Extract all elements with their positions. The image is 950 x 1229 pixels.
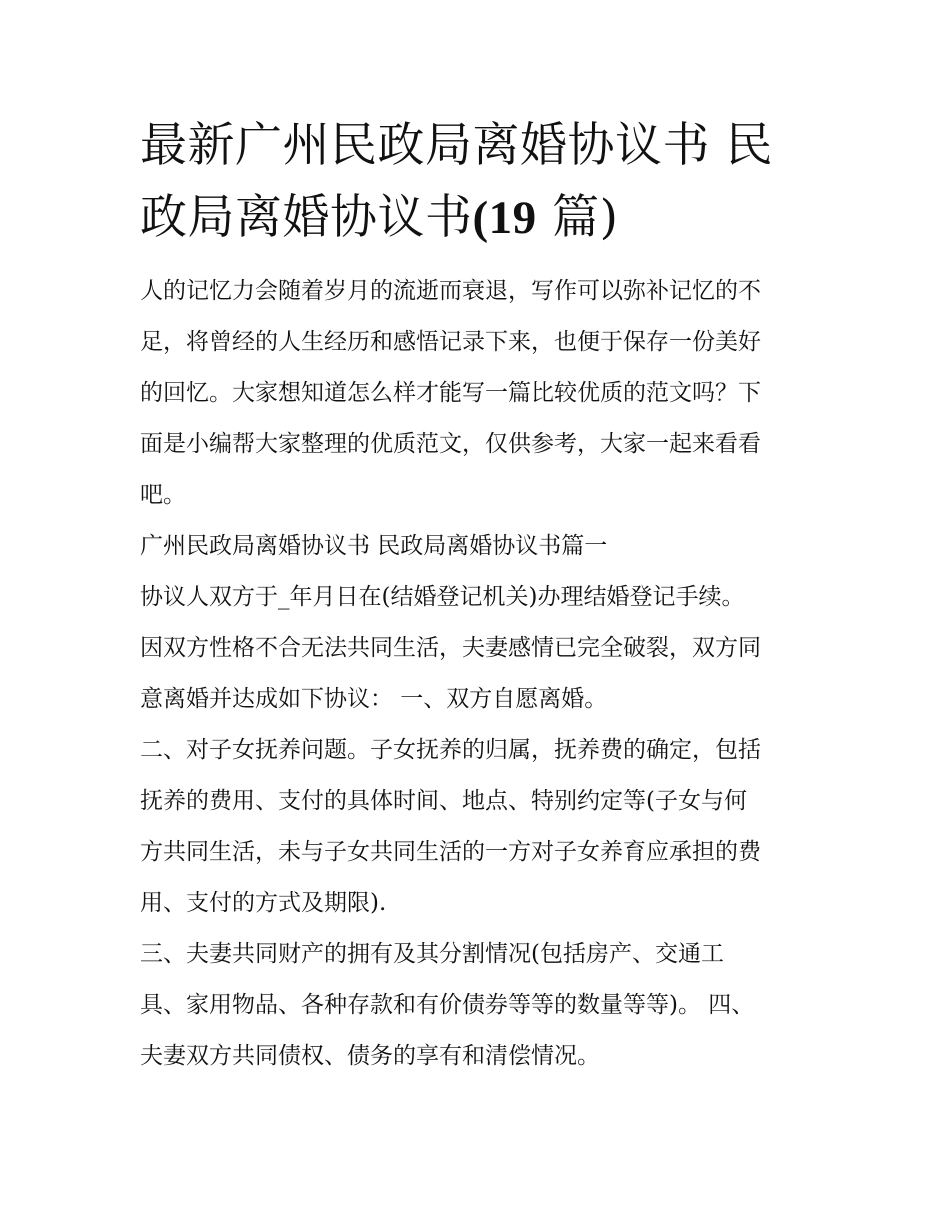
body-line: 具、家用物品、各种存款和有价债券等等的数量等等)。 四、 <box>140 992 755 1018</box>
intro-line: 面是小编帮大家整理的优质范文，仅供参考，大家一起来看看 <box>140 431 761 457</box>
title-line-1: 最新广州民政局离婚协议书 民 <box>140 118 773 173</box>
intro-paragraph <box>140 266 812 521</box>
section-heading: 广州民政局离婚协议书 民政局离婚协议书篇一 <box>140 533 608 559</box>
body-line: 意离婚并达成如下协议： 一、双方自愿离婚。 <box>140 686 608 712</box>
title-line-2 <box>140 182 812 254</box>
body-line: 用、支付的方式及期限). <box>140 890 387 916</box>
title-suffix: 篇) <box>536 190 619 245</box>
intro-line: 吧。 <box>140 482 186 508</box>
document-page <box>140 110 812 1082</box>
body-line: 协议人双方于_年月日在(结婚登记机关)办理结婚登记手续。 <box>140 584 745 610</box>
body-line: 抚养的费用、支付的具体时间、地点、特别约定等(子女与何 <box>140 788 747 814</box>
title-count: (19 <box>472 192 537 244</box>
body-line: 夫妻双方共同债权、债务的享有和清偿情况。 <box>140 1043 600 1069</box>
intro-line: 足，将曾经的人生经历和感悟记录下来，也便于保存一份美好 <box>140 329 761 355</box>
title-text: 政局离婚协议书 <box>140 190 473 245</box>
intro-line: 的回忆。大家想知道怎么样才能写一篇比较优质的范文吗？下 <box>140 380 761 406</box>
agreement-body <box>140 572 812 1082</box>
intro-line: 人的记忆力会随着岁月的流逝而衰退，写作可以弥补记忆的不 <box>140 278 761 304</box>
body-line: 三、夫妻共同财产的拥有及其分割情况(包括房产、交通工 <box>140 941 724 967</box>
body-line: 因双方性格不合无法共同生活，夫妻感情已完全破裂，双方同 <box>140 635 761 661</box>
document-title <box>140 110 812 254</box>
body-line: 方共同生活，未与子女共同生活的一方对子女养育应承担的费 <box>140 839 761 865</box>
body-line: 二、对子女抚养问题。子女抚养的归属，抚养费的确定，包括 <box>140 737 761 763</box>
